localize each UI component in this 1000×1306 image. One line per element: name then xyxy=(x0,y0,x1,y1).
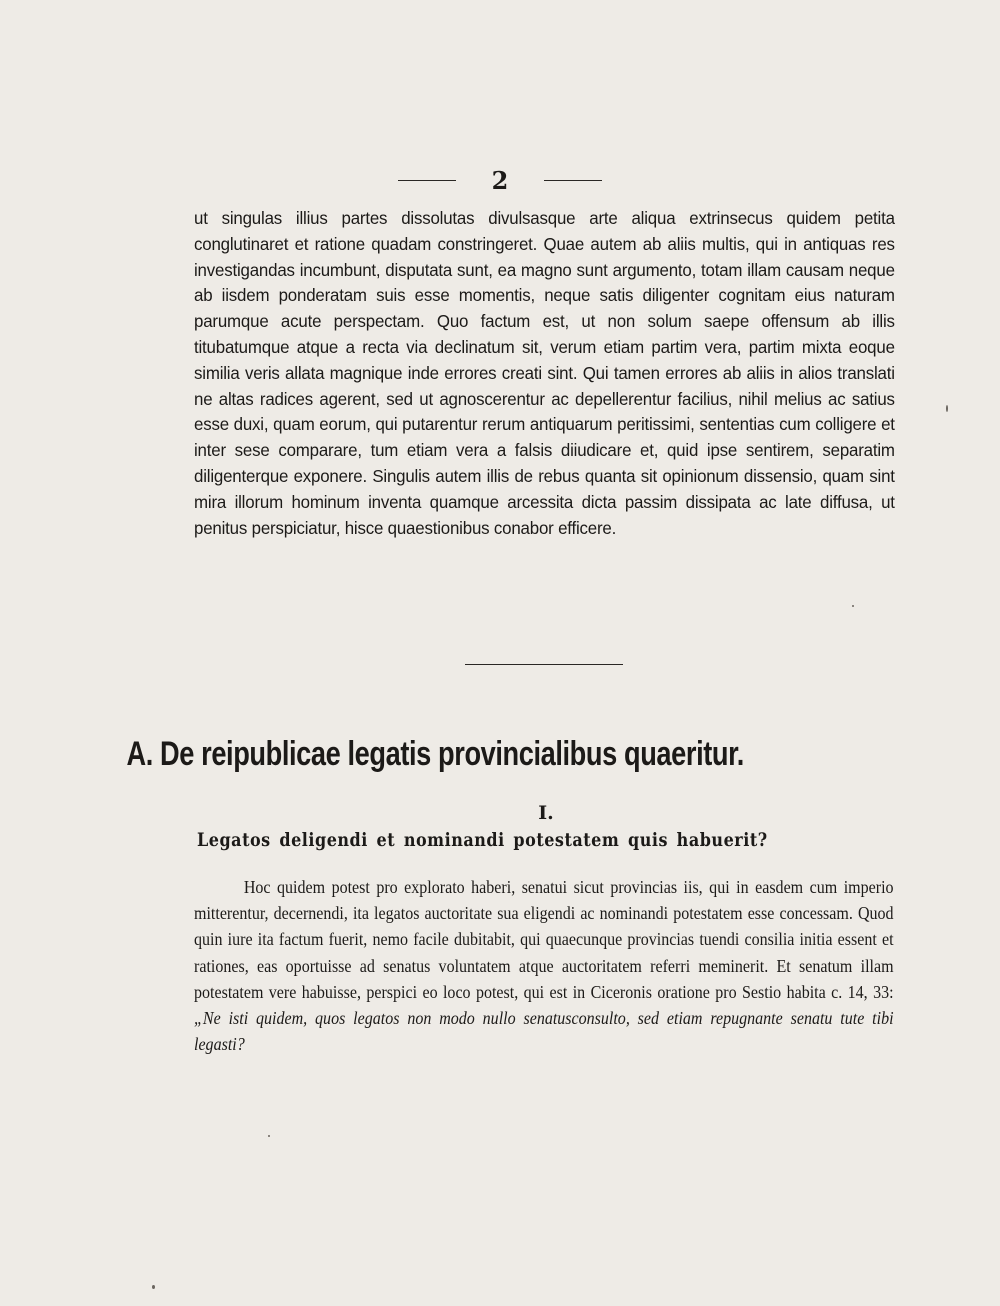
paper-speck xyxy=(268,1135,270,1137)
paper-speck xyxy=(852,605,854,607)
page-header xyxy=(0,166,1000,195)
paper-speck xyxy=(152,1285,155,1289)
header-rule-left xyxy=(398,180,456,181)
subsection-heading: Legatos deligendi et nominandi potestatem quis habuerit? xyxy=(197,830,768,851)
page-number: 2 xyxy=(491,166,509,195)
paragraph-1: ut singulas illius partes dissolutas divulsasque arte aliqua extrinsecus quidem petita conglutinaret et ratione quadam constringeret. Quae autem ab aliis multis, qui in antiquas res investigandas incumbunt, disputata sunt, ea magno sunt argumento, totam illam causam neque ab iisdem ponderatam suis esse momentis, neque satis diligenter cognitam eius naturam parumque acute perspectam. Quo factum est, ut non solum saepe offensum ab illis titubatumque atque a recta via declinatum sit, verum etiam partim vera, partim mixta eoque similia veris allata magnique inde errores creati sint. Qui tamen errores ab aliis in alios translati ne altas radices agerent, sed ut agnoscerentur ac depellerentur facilius, nihil melius ac satius esse duxi, quam eorum, qui putarentur rerum antiquarum peritissimi, sententias cum colligere et inter sese comparare, tum etiam vera a falsis diiudicare et, quid ipse sentirem, separatim diligenterque exponere. Singulis autem illis de rebus quanta sit opinionum dissensio, quam sint mira illorum hominum inventa quamque arcessita dicta passim dissipata ac late diffusa, ut penitus perspiciatur, hisce quaestionibus conabor efficere. xyxy=(194,208,895,538)
paragraph-2-quote: „Ne isti quidem, quos legatos non modo nullo senatusconsulto, sed etiam repugnante senatu tute tibi legasti? xyxy=(194,1008,894,1055)
paragraph-2-text: Hoc quidem potest pro explorato haberi, senatui sicut provincias iis, qui in easdem cum imperio mitterentur, decernendi, ita legatos auctoritate sua eligendi ac nominandi potestatem esse concessam. Quod quin iure ita factum fuerit, nemo facile dubitabit, qui quaecunque provincias tuendi consilia initia essent et rationes, eas oportuisse ad senatus voluntatem atque auctoritatem referri meminerit. Et senatum illam potestatem vere habuisse, perspici eo loco potest, qui est in Ciceronis oratione pro Sestio habita c. 14, 33: xyxy=(194,877,894,1002)
section-heading: A. De reipublicae legatis provincialibus quaeritur. xyxy=(126,735,744,773)
subsection-number: I. xyxy=(538,802,554,824)
paragraph-2 xyxy=(194,874,894,1057)
section-divider xyxy=(465,664,623,665)
paper-speck xyxy=(946,405,948,412)
header-rule-right xyxy=(544,180,602,181)
